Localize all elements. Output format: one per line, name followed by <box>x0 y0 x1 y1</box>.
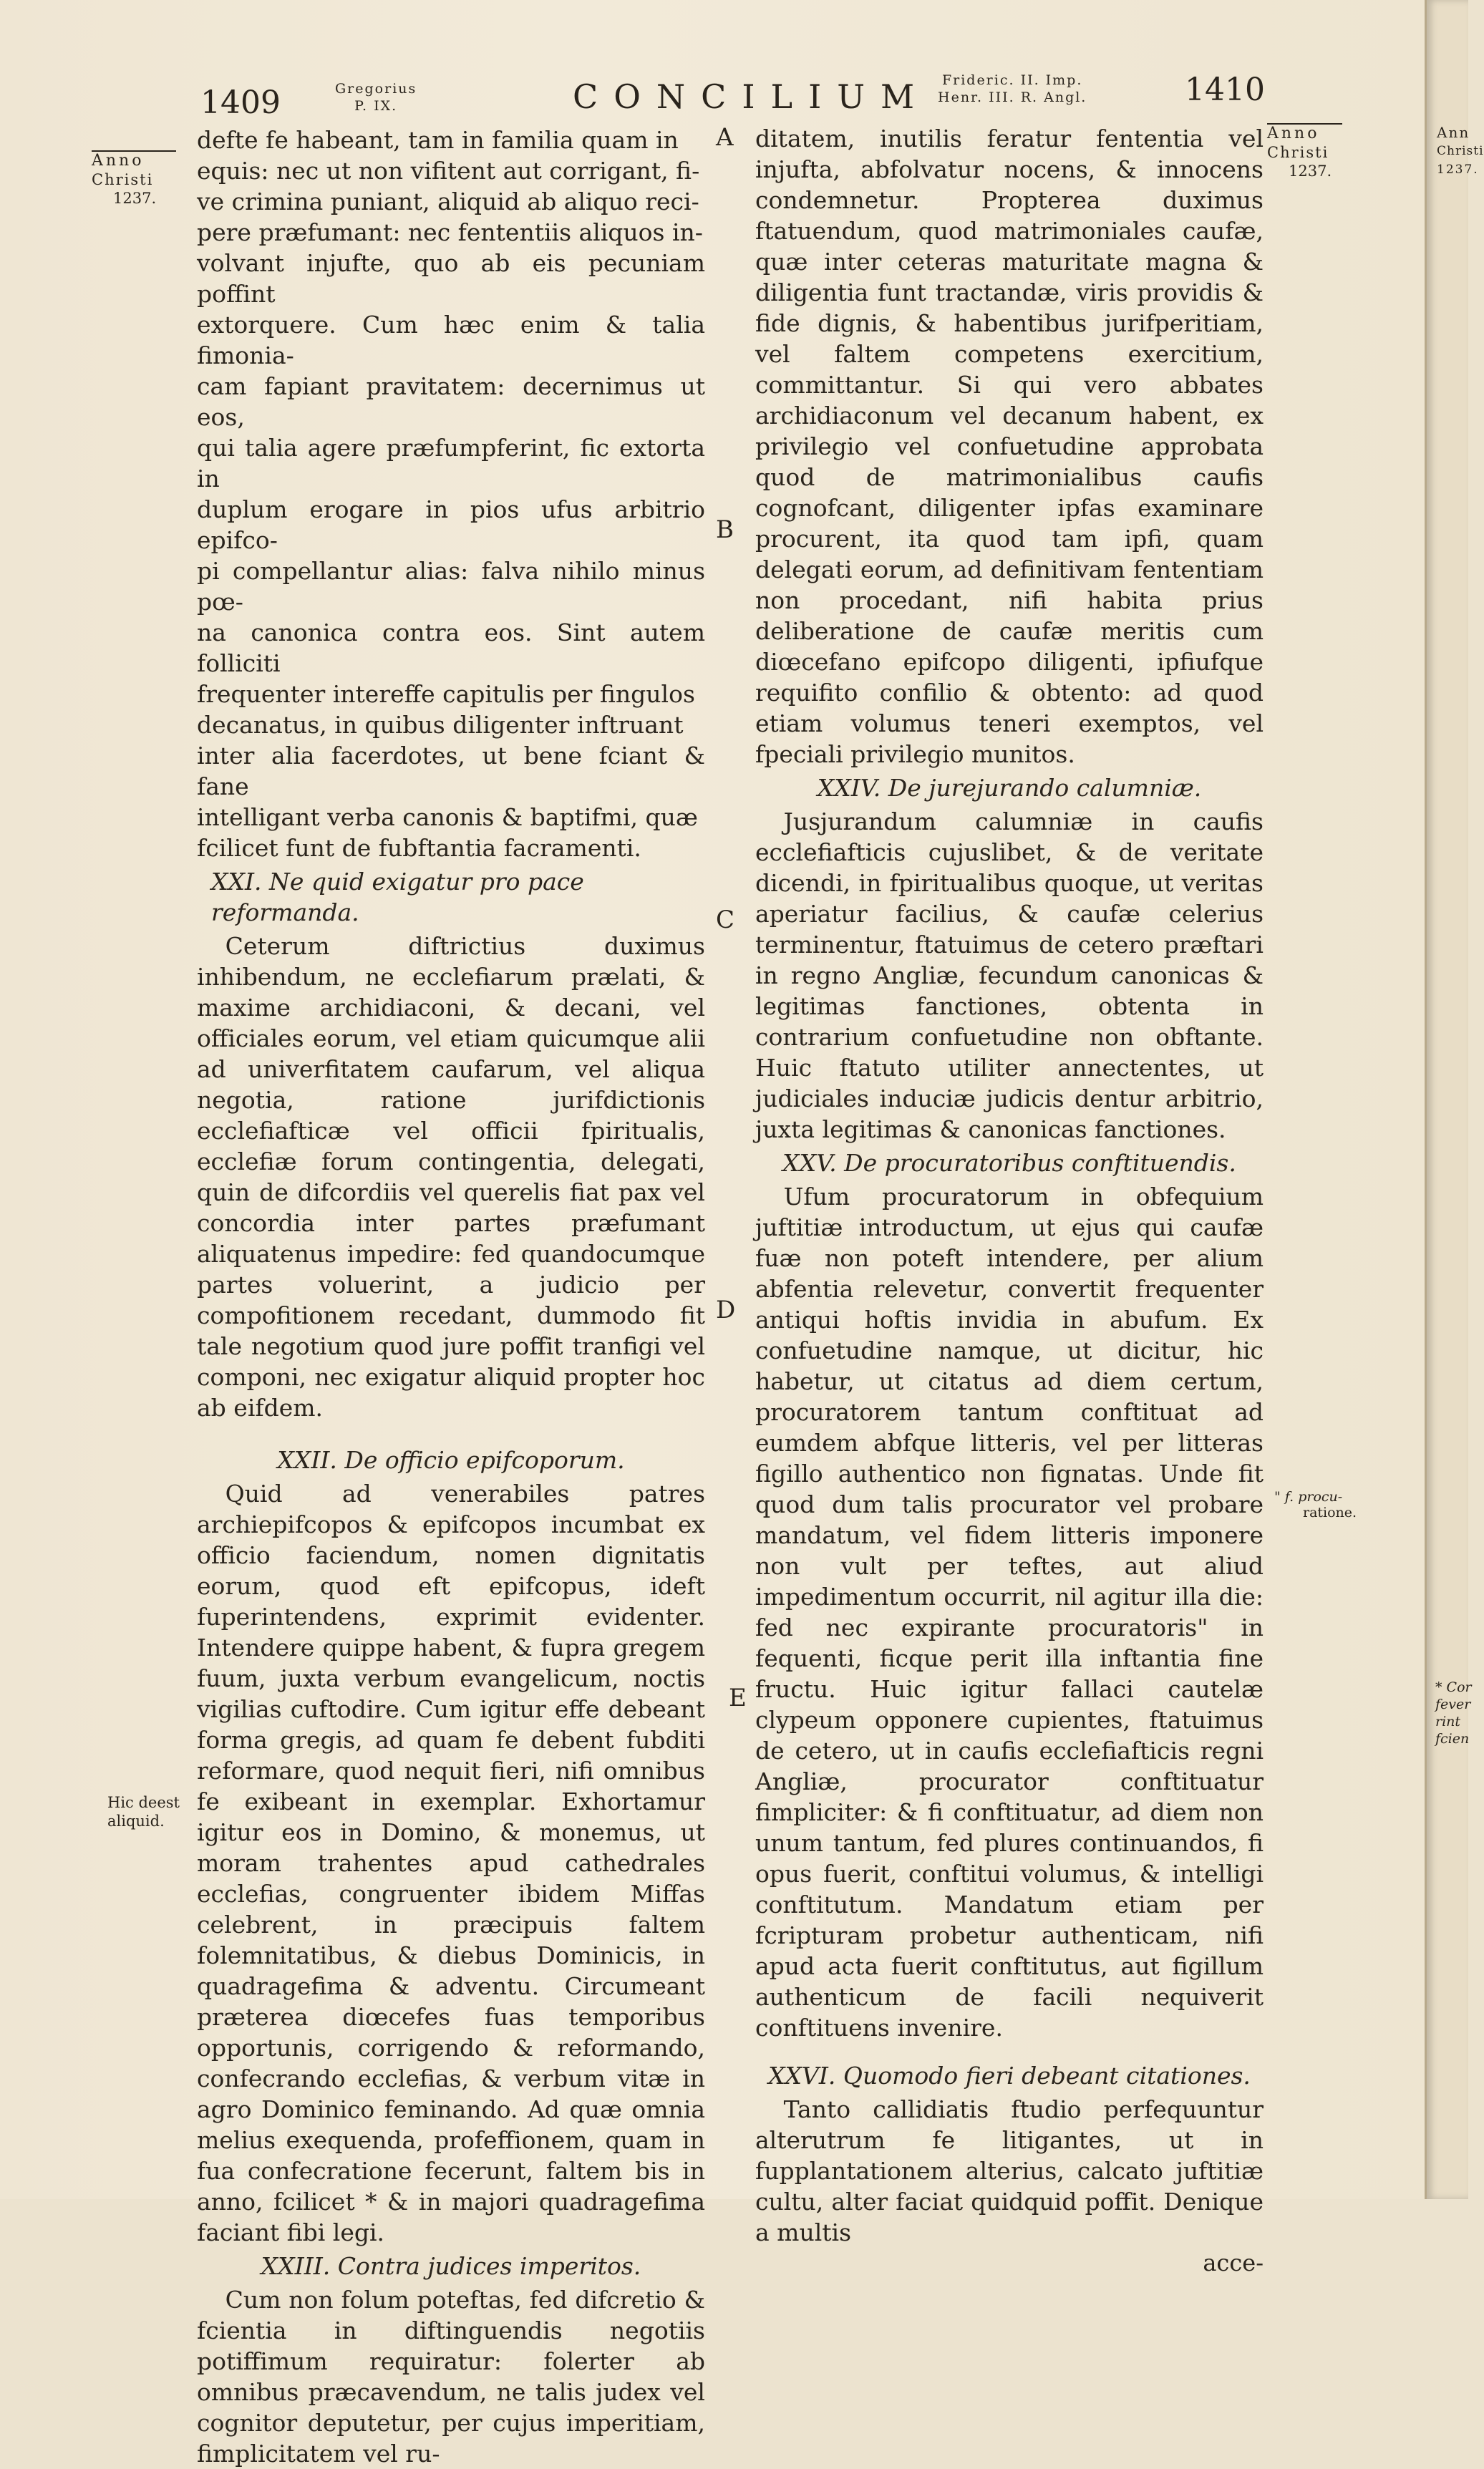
chapter-text-25: Ufum procuratorum in obfequium juftitiæ introductum, ut ejus qui caufæ fuæ non poteft intendere, per alium abfentia relevetur, convertit frequenter antiqui hoftis invidia in abufum. Ex confuetudine namque, ut dicitur, hic habetur, ut citatus ad diem certum, procuratorem tantum conftituat ad eumdem abfque litteris, vel per litteras figillo authentico non fignatas. Unde fit quod dum talis procurator vel probare mandatum, vel fidem litteris imponere non vult per teftes, aut aliud impedimentum occurrit, nil agitur illa die: fed nec expirante procuratoris" in fequenti, ficque perit illa inftantia fine fructu. Huic igitur fallaci cautelæ clypeum opponere cupientes, ftatuimus de cetero, ut in caufis ecclefiafticis regni Angliæ, procurator conftituatur fimpliciter: & fi conftituatur, ad diem non unum tantum, fed plures continuandos, fi opus fuerit, conftitui volumus, & intelligi conftitutum. Mandatum etiam per fcripturam probetur authenticam, nifi apud acta fuerit conftitutus, aut figillum authenticum de facili nequiverit conftituens invenire. <box>755 1183 1264 2042</box>
chapter-text-24: Jusjurandum calumniæ in caufis ecclefiafticis cujuslibet, & de veritate dicendi, in fpiritualibus quoque, ut veritas aperiatur facilius, & caufæ celerius terminentur, ftatuimus de cetero præftari in regno Angliæ, fecundum canonicas & legitimas fanctiones, obtenta in contrarium confuetudine non obftante. Huic ftatuto utiliter annectentes, ut judiciales induciæ judicis dentur arbitrio, juxta legitimas & canonicas fanctiones. <box>755 807 1264 1143</box>
text-line: decanatus, in quibus diligenter inftruant <box>197 711 684 739</box>
text-line: frequenter intereffe capitulis per fingulos <box>197 680 695 708</box>
chapter-text-21: Ceterum diftrictius duximus inhibendum, ne ecclefiarum prælati, & maxime archidiaconi, & decani, vel officiales eorum, vel etiam quicumque alii ad univerfitatem caufarum, vel aliqua negotia, ratione jurifdictionis ecclefiafticæ vel officii fpiritualis, ecclefiæ forum contingentia, delegati, quin de difcordiis vel querelis fiat pax vel concordia inter partes præfumant aliquatenus impedire: fed quandocumque partes voluerint, a judicio per compofitionem recedant, dummodo fit tale negotium quod jure poffit tranfigi vel componi, nec exigatur aliquid propter hoc ab eifdem. <box>197 932 705 1422</box>
running-title-emperor: Frideric. II. Imp. <box>941 72 1083 88</box>
section-letter-c: C <box>716 906 735 934</box>
text-line: fcilicet funt de fubftantia facramenti. <box>197 834 641 862</box>
chapter-text-26: Tanto callidiatis ftudio perfequuntur alterutrum fe litigantes, ut in fupplantationem alterius, calcato juftitiæ cultu, alter faciat quidquid poffit. Denique a multis <box>755 2095 1264 2246</box>
section-letter-b: B <box>716 515 734 544</box>
chapter-heading-25: XXV. De procuratoribus conftituendis. <box>782 1149 1236 1177</box>
right-running-title <box>938 72 1087 106</box>
chapter-text-22: Quid ad venerabiles patres archiepifcopos & epifcopos incumbat ex officio faciendum, nomen dignitatis eorum, quod eft epifcopus, ideft fuperintendens, exprimit evidenter. Intendere quippe habent, & fupra gregem fuum, juxta verbum evangelicum, noctis vigilias cuftodire. Cum igitur effe debeant forma gregis, ad quam fe debent fubditi reformare, quod nequit fieri, nifi omnibus fe exibeant in exemplar. Exhortamur igitur eos in Domino, & monemus, ut moram trahentes apud cathedrales ecclefias, congruenter ibidem Miffas celebrent, in præcipuis faltem folemnitatibus, & diebus Dominicis, in quadragefima & adventu. Circumeant præterea diœcefes fuas temporibus opportunis, corrigendo & reformando, confecrando ecclefias, & verbum vitæ in agro Dominico feminando. Ad quæ omnia melius exequenda, profeffionem, quam in fua confecratione fecerunt, faltem bis in anno, fcilicet * & in majori quadragefima faciant fibi legi. <box>197 1480 705 2246</box>
margin-year: 1237. <box>1289 163 1332 180</box>
section-letter-e: E <box>729 1684 747 1712</box>
margin-anno: Ann <box>1437 124 1470 141</box>
margin-christi: Christi <box>1437 144 1484 158</box>
text-line: ve crimina puniant, aliquid ab aliquo reci- <box>197 188 699 215</box>
left-margin-note <box>107 1793 180 1830</box>
right-margin-year <box>1267 123 1342 180</box>
margin-note-line: * Cor <box>1435 1679 1472 1695</box>
margin-anno: Anno <box>92 152 145 170</box>
text-line: na canonica contra eos. Sint autem folliciti <box>197 619 705 677</box>
chapter-heading-22: XXII. De officio epifcoporum. <box>277 1446 625 1474</box>
text-line: defte fe habeant, tam in familia quam in <box>197 126 679 154</box>
section-letter-a: A <box>716 123 734 152</box>
margin-note-line: aliquid. <box>107 1813 165 1830</box>
facing-page-note <box>1435 1679 1472 1747</box>
text-line: duplum erogare in pios ufus arbitrio epifco- <box>197 495 705 554</box>
text-line: inter alia facerdotes, ut bene fciant & fane <box>197 742 705 800</box>
running-title-pope-number: P. IX. <box>354 98 398 114</box>
right-margin-note <box>1274 1489 1357 1520</box>
chapter-heading-26: XXVI. Quomodo fieri debeant citationes. <box>768 2062 1251 2090</box>
facing-page-year <box>1437 123 1484 179</box>
margin-christi: Christi <box>92 171 154 188</box>
catchword: acce- <box>1203 2249 1264 2276</box>
margin-note-line: fcien <box>1435 1731 1470 1747</box>
page-title: CONCILIUM <box>573 77 931 116</box>
facing-page-edge <box>1425 0 1484 2199</box>
left-column <box>197 125 705 2469</box>
left-running-title <box>335 80 417 115</box>
running-title-king: Henr. III. R. Angl. <box>938 89 1087 105</box>
margin-note-line: fever <box>1435 1697 1471 1712</box>
left-page-number: 1409 <box>200 84 281 121</box>
text-line: pere præfumant: nec fententiis aliquos in- <box>197 218 703 246</box>
margin-christi: Christi <box>1267 144 1329 161</box>
text-line: extorquere. Cum hæc enim & talia fimonia- <box>197 311 705 369</box>
right-page-number: 1410 <box>1185 72 1265 108</box>
running-title-pope: Gregorius <box>335 81 417 97</box>
text-line: volvant injufte, quo ab eis pecuniam poffint <box>197 249 705 308</box>
margin-year: 1237. <box>113 190 157 207</box>
chapter-text-23: Cum non folum poteftas, fed difcretio & fcientia in diftinguendis negotiis potiffimum requiratur: folerter ab omnibus præcavendum, ne talis judex vel cognitor deputetur, per cujus imperitiam, fimplicitatem vel ru- <box>197 2286 705 2468</box>
continued-paragraph: ditatem, inutilis feratur fententia vel injufta, abfolvatur nocens, & innocens condemnetur. Propterea duximus ftatuendum, quod matrimoniales caufæ, quæ inter ceteras maturitate magna & diligentia funt tractandæ, viris providis & fide dignis, & habentibus jurifperitiam, vel faltem competens exercitium, committantur. Si qui vero abbates archidiaconum vel decanum habent, ex privilegio vel confuetudine approbata quod de matrimonialibus caufis cognofcant, diligenter ipfas examinare procurent, ita quod tam ipfi, quam delegati eorum, ad definitivam fententiam non procedant, nifi habita prius deliberatione de caufæ meritis cum diœcefano epifcopo diligenti, ipfiufque requifito confilio & obtento: ad quod etiam volumus teneri exemptos, vel fpeciali privilegio munitos. <box>755 125 1264 768</box>
margin-note-line: Hic deest <box>107 1794 180 1811</box>
margin-year: 1237. <box>1437 163 1479 177</box>
text-line: cam fapiant pravitatem: decernimus ut eos, <box>197 372 705 431</box>
section-letter-d: D <box>716 1296 736 1324</box>
right-column <box>755 123 1264 2279</box>
margin-anno: Anno <box>1267 125 1320 142</box>
text-line: equis: nec ut non vifitent aut corrigant, fi- <box>197 157 700 185</box>
continued-paragraph <box>197 125 705 863</box>
text-line: pi compellantur alias: falva nihilo minus pœ- <box>197 557 705 616</box>
text-line: intelligant verba canonis & baptifmi, quæ <box>197 803 698 831</box>
text-line: qui talia agere præfumpferint, fic extorta in <box>197 434 705 493</box>
margin-note-line: rint <box>1435 1714 1461 1730</box>
chapter-heading-23: XXIII. Contra judices imperitos. <box>261 2252 641 2280</box>
chapter-heading-21: XXI. Ne quid exigatur pro pace reformanda. <box>211 868 584 926</box>
margin-note-line: " f. procu- <box>1274 1489 1343 1505</box>
chapter-heading-24: XXIV. De jurejurando calumniæ. <box>817 774 1202 802</box>
left-margin-year <box>92 150 176 208</box>
margin-note-line: ratione. <box>1303 1505 1357 1520</box>
